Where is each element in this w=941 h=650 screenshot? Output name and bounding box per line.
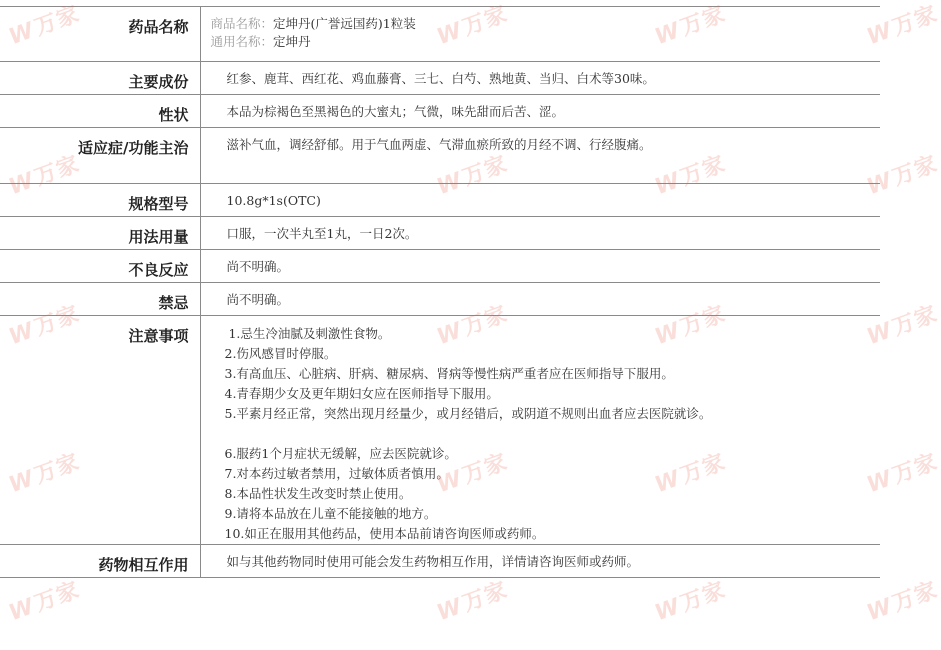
trade-name-line: 商品名称：定坤丹(广誉远国药)1粒装: [210, 16, 416, 31]
watermark-logo: W万家: [863, 151, 941, 201]
row-drug-name: [0, 7, 880, 62]
row-specification: [0, 184, 880, 217]
row-dosage: [0, 217, 880, 250]
precaution-item: 5.平素月经正常，突然出现月经量少，或月经错后，或阴道不规则出血者应去医院就诊。: [224, 406, 712, 421]
label-adverse-reactions: 不良反应: [0, 250, 200, 283]
value-indications: 滋补气血，调经舒郁。用于气血两虚、气滞血瘀所致的月经不调、行经腹痛。: [200, 128, 880, 184]
row-ingredients: [0, 62, 880, 95]
value-precautions: [200, 316, 880, 545]
watermark-logo: W万家: [433, 301, 512, 351]
row-contraindications: [0, 283, 880, 316]
watermark-logo: W万家: [651, 577, 730, 627]
watermark-logo: W万家: [863, 449, 941, 499]
precaution-item: 10.如正在服用其他药品，使用本品前请咨询医师或药师。: [224, 526, 545, 541]
precaution-item: 9.请将本品放在儿童不能接触的地方。: [224, 506, 437, 521]
watermark-logo: W万家: [651, 1, 730, 51]
label-ingredients: 主要成份: [0, 62, 200, 95]
watermark-logo: W万家: [5, 301, 84, 351]
watermark-logo: W万家: [5, 151, 84, 201]
value-drug-name: [200, 7, 880, 62]
precaution-item: 4.青春期少女及更年期妇女应在医师指导下服用。: [224, 386, 499, 401]
precaution-item: 6.服药1个月症状无缓解，应去医院就诊。: [224, 446, 457, 461]
label-contraindications: 禁忌: [0, 283, 200, 316]
watermark-logo: W万家: [5, 1, 84, 51]
watermark-logo: W万家: [433, 449, 512, 499]
label-precautions: 注意事项: [0, 316, 200, 545]
value-drug-interactions: 如与其他药物同时使用可能会发生药物相互作用，详情请咨询医师或药师。: [200, 545, 880, 578]
precaution-item: 3.有高血压、心脏病、肝病、糖尿病、肾病等慢性病严重者应在医师指导下服用。: [224, 366, 674, 381]
label-drug-name: 药品名称: [0, 7, 200, 62]
watermark-logo: W万家: [5, 577, 84, 627]
watermark-logo: W万家: [433, 1, 512, 51]
precaution-item: 8.本品性状发生改变时禁止使用。: [224, 486, 412, 501]
value-appearance: 本品为棕褐色至黑褐色的大蜜丸；气微，味先甜而后苦、涩。: [200, 95, 880, 128]
label-specification: 规格型号: [0, 184, 200, 217]
watermark-logo: W万家: [651, 151, 730, 201]
row-precautions: [0, 316, 880, 545]
label-appearance: 性状: [0, 95, 200, 128]
precaution-item: 7.对本药过敏者禁用，过敏体质者慎用。: [224, 466, 449, 481]
precaution-item: 2.伤风感冒时停服。: [224, 346, 337, 361]
precaution-item: 1.忌生冷油腻及刺激性食物。: [224, 326, 391, 341]
row-appearance: [0, 95, 880, 128]
watermark-logo: W万家: [863, 1, 941, 51]
watermark-logo: W万家: [433, 577, 512, 627]
value-ingredients: 红参、鹿茸、西红花、鸡血藤膏、三七、白芍、熟地黄、当归、白术等30味。: [200, 62, 880, 95]
label-dosage: 用法用量: [0, 217, 200, 250]
value-specification: 10.8g*1s(OTC): [200, 184, 880, 217]
watermark-logo: W万家: [863, 577, 941, 627]
row-indications: [0, 128, 880, 184]
label-drug-interactions: 药物相互作用: [0, 545, 200, 578]
generic-name-line: 通用名称：定坤丹: [210, 34, 311, 49]
row-adverse-reactions: [0, 250, 880, 283]
watermark-logo: W万家: [433, 151, 512, 201]
label-indications: 适应症/功能主治: [0, 128, 200, 184]
watermark-logo: W万家: [651, 449, 730, 499]
value-dosage: 口服，一次半丸至1丸，一日2次。: [200, 217, 880, 250]
precaution-spacer: [225, 424, 871, 444]
value-contraindications: 尚不明确。: [200, 283, 880, 316]
watermark-logo: W万家: [863, 301, 941, 351]
watermark-logo: W万家: [5, 449, 84, 499]
row-drug-interactions: [0, 545, 880, 578]
value-adverse-reactions: 尚不明确。: [200, 250, 880, 283]
watermark-logo: W万家: [651, 301, 730, 351]
drug-spec-table: [0, 6, 880, 578]
